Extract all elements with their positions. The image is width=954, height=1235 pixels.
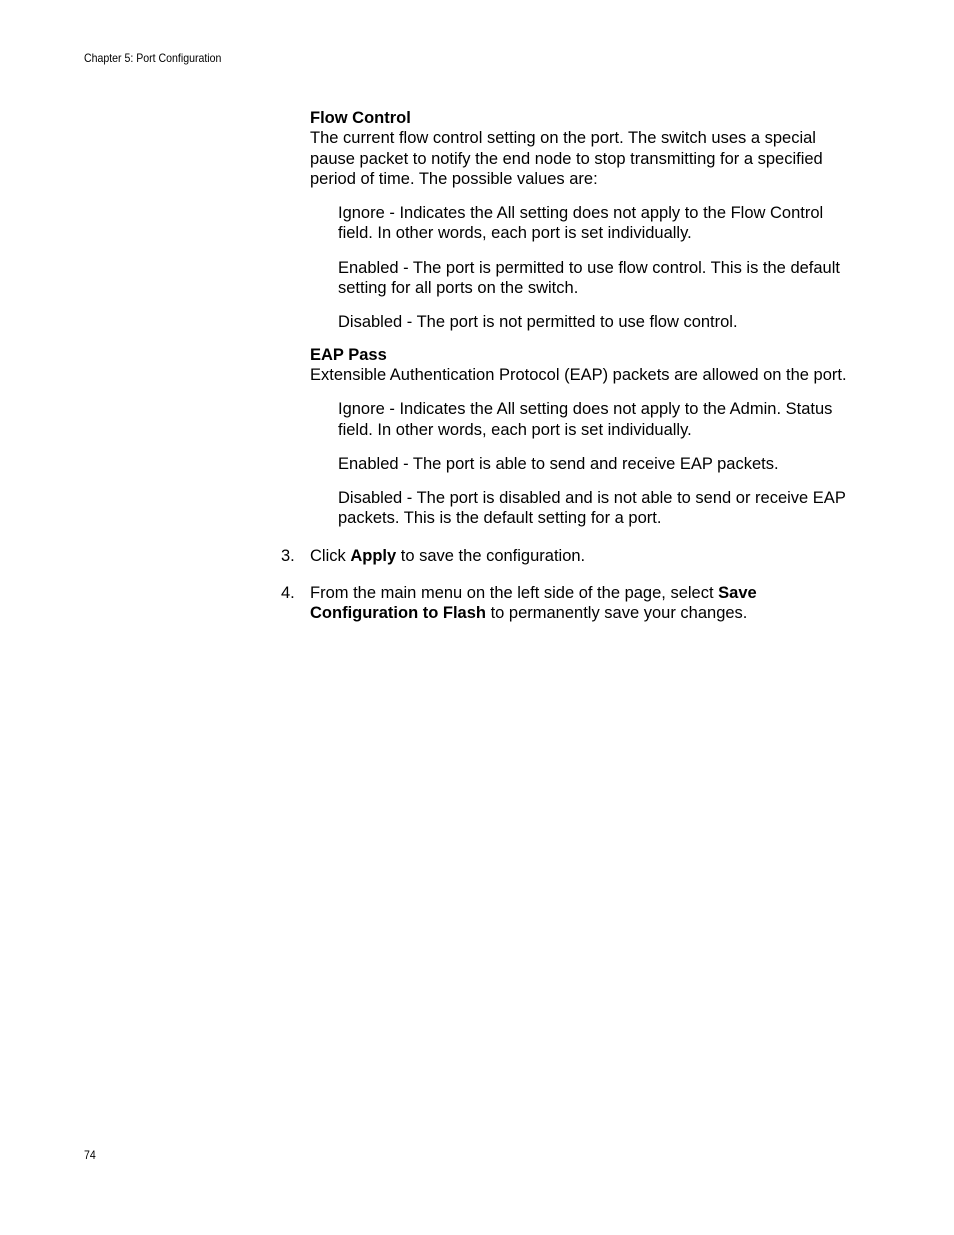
eap-pass-option-enabled: Enabled - The port is able to send and receive EAP packets. <box>338 454 779 473</box>
flow-control-option-disabled: Disabled - The port is not permitted to use flow control. <box>338 313 738 332</box>
chapter-header: Chapter 5: Port Configuration <box>84 51 222 65</box>
eap-pass-option-ignore: Ignore - Indicates the All setting does not apply to the Admin. Status field. In other words, each port is set individually. <box>338 400 833 439</box>
eap-pass-title: EAP Pass <box>310 345 387 364</box>
apply-label: Apply <box>350 546 397 565</box>
step-text: to save the configuration. <box>396 546 586 565</box>
save-configuration-label: Save Configuration to Flash <box>310 584 757 623</box>
flow-control-option-enabled: Enabled - The port is permitted to use flow control. This is the default setting for all ports on the switch. <box>338 258 840 298</box>
flow-control-description: The current flow control setting on the port. The switch uses a special pause packet to notify the end node to stop transmitting for a specified period of time. The possible values are: <box>310 129 823 188</box>
step-text: Click <box>310 546 351 565</box>
step-apply <box>281 546 850 566</box>
flow-control-title: Flow Control <box>310 109 411 127</box>
page-number: 74 <box>84 1148 96 1162</box>
step-save-to-flash <box>281 583 850 624</box>
eap-pass-description: Extensible Authentication Protocol (EAP) packets are allowed on the port. <box>310 365 847 384</box>
step-text: From the main menu on the left side of the page, select <box>310 584 719 603</box>
eap-pass-section <box>310 345 850 529</box>
step-number: 3. <box>281 546 295 565</box>
step-text: to permanently save your changes. <box>485 604 748 623</box>
page-content <box>281 108 850 624</box>
step-number: 4. <box>281 584 295 603</box>
eap-pass-option-disabled: Disabled - The port is disabled and is not able to send or receive EAP packets. This is the default setting for a port. <box>338 489 846 528</box>
flow-control-section <box>310 108 850 333</box>
flow-control-option-ignore: Ignore - Indicates the All setting does not apply to the Flow Control field. In other words, each port is set individually. <box>338 204 824 243</box>
